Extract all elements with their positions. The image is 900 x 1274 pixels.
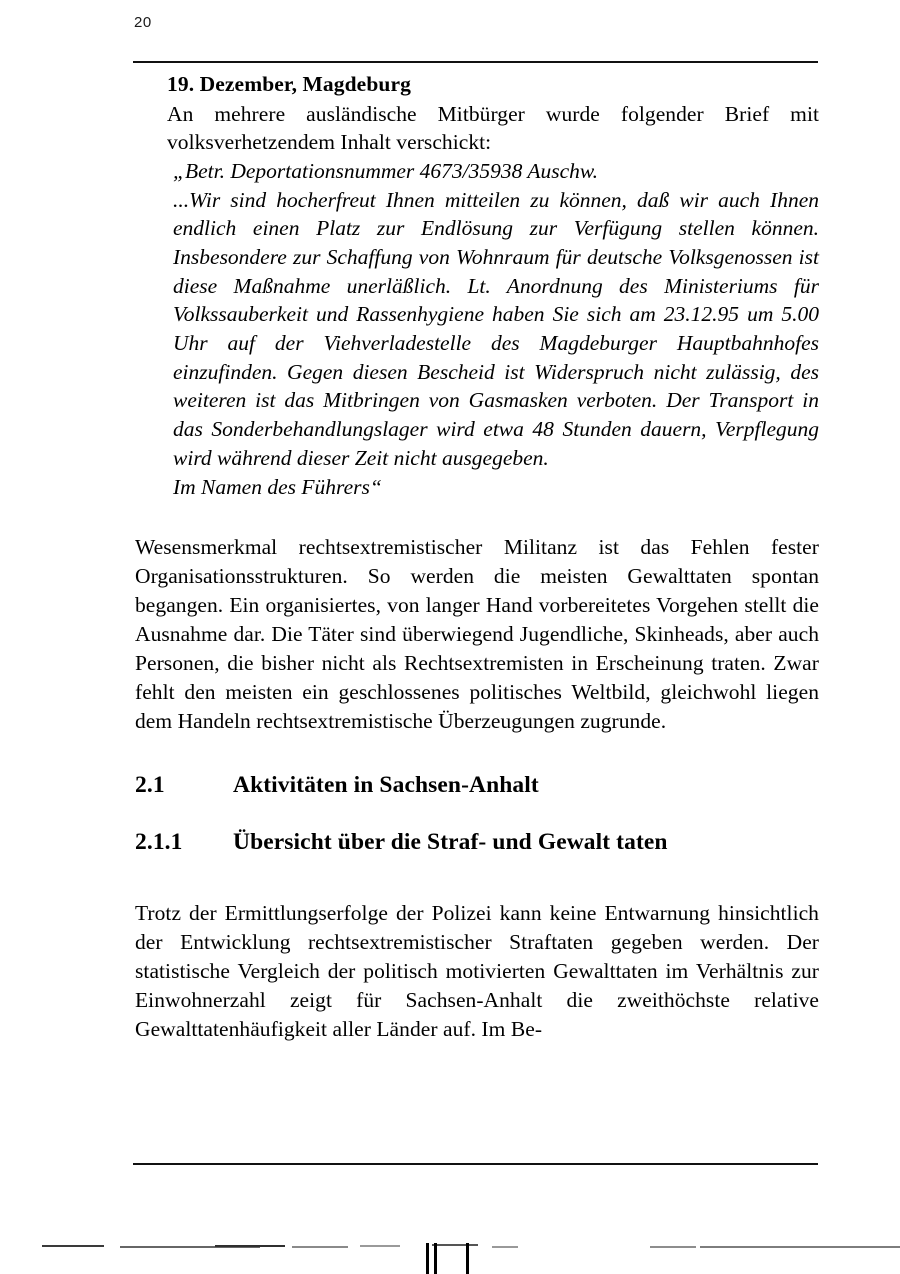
quote-line-subject: „Betr. Deportationsnummer 4673/35938 Auschw. xyxy=(173,158,599,183)
scan-artifact-line xyxy=(492,1246,518,1248)
section-number-2-1: 2.1 xyxy=(135,771,165,798)
scan-artifact-tick xyxy=(434,1243,437,1274)
header-rule xyxy=(133,61,818,63)
scan-artifact-tick xyxy=(426,1243,429,1274)
quote-line-signature: Im Namen des Führers“ xyxy=(173,474,382,499)
text-column xyxy=(135,70,819,1044)
closing-paragraph: Trotz der Ermittlungserfolge der Polizei kann keine Entwarnung hinsichtlich der Entwicklung rechtsextremistischer Straftaten gegeben werden. Der statistische Vergleich der politisch motivierten Gewalttaten im Verhältnis zur Einwohnerzahl zeigt für Sachsen-Anhalt die zweithöchste relative Gewalttatenhäufigkeit aller Länder auf. Im Be- xyxy=(135,901,819,1042)
entry-intro-text: An mehrere ausländische Mitbürger wurde folgender Brief mit volksverhetzendem Inhalt verschickt: xyxy=(167,101,819,155)
scan-artifact-line xyxy=(432,1244,478,1246)
section-heading-2-1 xyxy=(135,770,819,801)
spacer-after-section-2-1 xyxy=(135,800,819,826)
scan-artifact-line xyxy=(700,1246,900,1248)
scan-artifact-line xyxy=(650,1246,696,1248)
scan-artifact-line xyxy=(215,1245,285,1247)
footer-rule xyxy=(133,1163,818,1165)
section-title-2-1: Aktivitäten in Sachsen-Anhalt xyxy=(233,771,539,798)
scan-artifact-line xyxy=(360,1245,400,1247)
scan-artifact-line xyxy=(42,1245,104,1247)
quoted-letter xyxy=(173,157,819,501)
entry-heading: 19. Dezember, Magdeburg xyxy=(167,72,411,96)
section-heading-2-1-1 xyxy=(135,826,819,859)
scan-artifact-tick xyxy=(466,1243,469,1274)
spacer-after-quote xyxy=(135,501,819,533)
analysis-paragraph: Wesensmerkmal rechtsextremistischer Militanz ist das Fehlen fester Organisationsstrukturen. So werden die meisten Gewalttaten spontan begangen. Ein organisiertes, von langer Hand vorbereitetes Vorgehen stellt die Ausnahme dar. Die Täter sind überwiegend Jugendliche, Skinheads, aber auch Personen, die bisher nicht als Rechtsextremisten in Erscheinung traten. Zwar fehlt den meisten ein geschlossenes politisches Weltbild, gleichwohl liegen dem Handeln rechtsextremistische Überzeugungen zugrunde. xyxy=(135,535,819,733)
page-number: 20 xyxy=(134,14,152,31)
scan-artifact-line xyxy=(292,1246,348,1248)
section-title-2-1-1: Übersicht über die Straf- und Gewalt taten xyxy=(233,829,668,856)
section-number-2-1-1: 2.1.1 xyxy=(135,829,183,856)
spacer-before-section-2-1 xyxy=(135,736,819,770)
spacer-after-section-2-1-1 xyxy=(135,859,819,899)
quote-line-body: ...Wir sind hocherfreut Ihnen mitteilen zu können, daß wir auch Ihnen endlich einen Platz zur Endlösung zur Verfügung stellen können. Insbesondere zur Schaffung von Wohnraum für deutsche Volksgenossen ist diese Maßnahme unerläßlich. Lt. Anordnung des Ministeriums für Volkssauberkeit und Rassenhygiene haben Sie sich am 23.12.95 um 5.00 Uhr auf der Viehverladestelle des Magdeburger Hauptbahnhofes einzufinden. Gegen diesen Bescheid ist Widerspruch nicht zulässig, des weiteren ist das Mitbringen von Gasmasken verboten. Der Transport in das Sonderbehandlungslager wird etwa 48 Stunden dauern, Verpflegung wird während dieser Zeit nicht ausgegeben. xyxy=(173,187,819,470)
